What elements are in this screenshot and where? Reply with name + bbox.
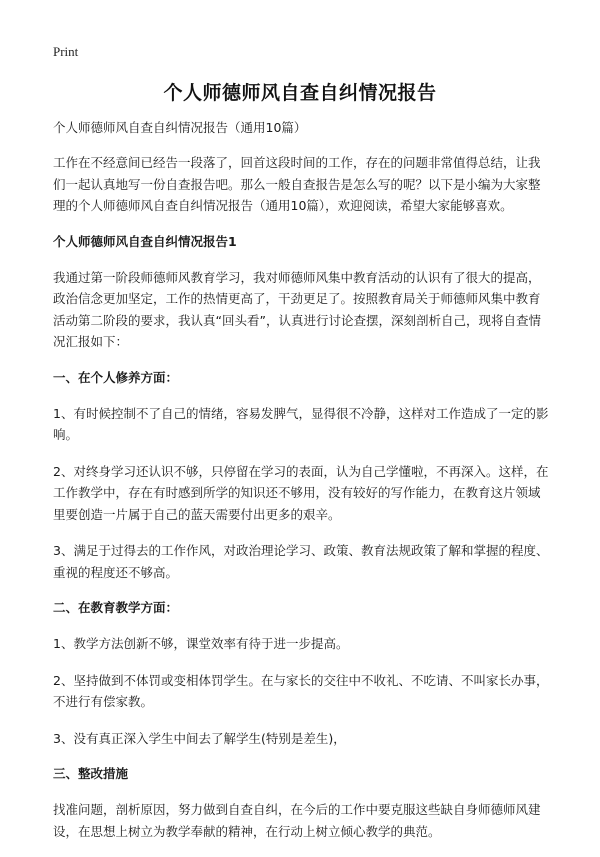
document-body	[53, 118, 552, 857]
section2-item-2: 2、坚持做到不体罚或变相体罚学生。在与家长的交往中不收礼、不吃请、不叫家长办事，不进行有偿家教。	[53, 672, 549, 709]
report-intro-paragraph: 我通过第一阶段师德师风教育学习，我对师德师风集中教育活动的认识有了很大的提高，政治信念更加坚定，工作的热情更高了，干劲更足了。按照教育局关于师德师风集中教育活动第二阶段的要求，我认真“回头看”，认真进行讨论查摆，深刻剖析自己，现将自查情况汇报如下：	[53, 269, 541, 349]
section1-item-2: 2、对终身学习还认识不够，只停留在学习的表面，认为自己学懂啦，不再深入。这样，在工作教学中，存在有时感到所学的知识还不够用，没有较好的写作能力，在教育这片领域里要创造一片属于自己的蓝天需要付出更多的艰辛。	[53, 463, 549, 522]
report-heading: 个人师德师风自查自纠情况报告1	[53, 233, 237, 249]
print-link[interactable]: Print	[53, 44, 79, 59]
section1-item-3: 3、满足于过得去的工作作风，对政治理论学习、政策、教育法规政策了解和掌握的程度、重视的程度还不够高。	[53, 543, 549, 580]
section1-heading: 一、在个人修养方面：	[53, 369, 179, 385]
section1-item-1: 1、有时候控制不了自己的情绪，容易发脾气，显得很不冷静，这样对工作造成了一定的影响。	[53, 405, 549, 442]
page-title: 个人师德师风自查自纠情况报告	[163, 82, 437, 104]
section2-item-1: 1、教学方法创新不够，课堂效率有待于进一步提高。	[53, 636, 349, 651]
section3-heading: 三、整改措施	[53, 766, 129, 781]
document-subtitle: 个人师德师风自查自纠情况报告（通用10篇）	[53, 120, 307, 135]
section2-item-3: 3、没有真正深入学生中间去了解学生(特别是差生)，	[53, 730, 346, 746]
section2-heading: 二、在教育教学方面：	[53, 600, 179, 615]
section3-paragraph: 找准问题，剖析原因，努力做到自查自纠，在今后的工作中要克服这些缺自身师德师风建设，在思想上树立为教学奉献的精神，在行动上树立倾心教学的典范。	[53, 802, 541, 839]
intro-paragraph: 工作在不经意间已经告一段落了，回首这段时间的工作，存在的问题非常值得总结，让我们一起认真地写一份自查报告吧。那么一般自查报告是怎么写的呢？以下是小编为大家整理的个人师德师风自查自纠情况报告（通用10篇），欢迎阅读，希望大家能够喜欢。	[53, 155, 541, 213]
